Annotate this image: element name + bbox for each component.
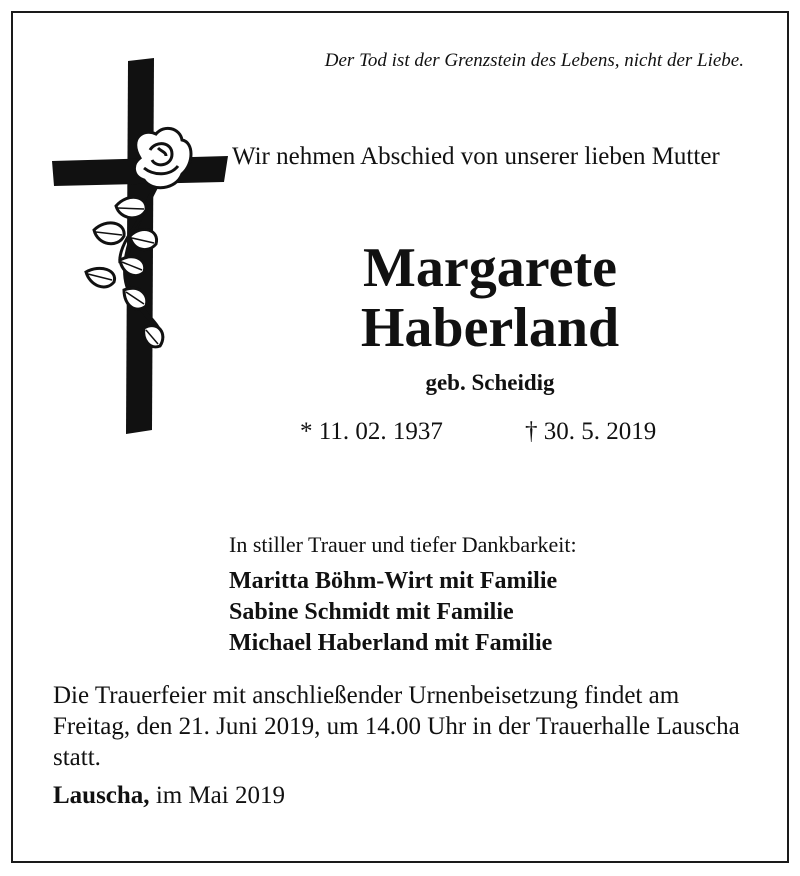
deceased-last-name: Haberland — [360, 297, 620, 359]
place-name: Lauscha, — [53, 782, 150, 809]
birth-date: * 11. 02. 1937 — [300, 418, 443, 445]
date-line: im Mai 2019 — [155, 782, 285, 809]
deceased-first-name: Margarete — [363, 237, 617, 299]
funeral-notice: Die Trauerfeier mit anschließender Urnenbeisetzung findet am Freitag, den 21. Juni 2019, um 14.00 Uhr in der Trauerhalle Lauscha statt. — [53, 682, 740, 771]
cross-with-rose-icon — [48, 58, 238, 438]
intro-text: Wir nehmen Abschied von unserer lieben Mutter — [232, 143, 720, 170]
mourner-item: Michael Haberland mit Familie — [229, 630, 553, 656]
place-date-line — [53, 782, 285, 810]
mourners-list — [229, 566, 557, 659]
mourner-item: Sabine Schmidt mit Familie — [229, 599, 514, 625]
mourning-line: In stiller Trauer und tiefer Dankbarkeit: — [229, 532, 577, 557]
motto: Der Tod ist der Grenzstein des Lebens, nicht der Liebe. — [324, 50, 744, 71]
death-date: † 30. 5. 2019 — [525, 418, 657, 445]
mourner-item: Maritta Böhm-Wirt mit Familie — [229, 568, 558, 594]
born-name: geb. Scheidig — [425, 370, 555, 395]
